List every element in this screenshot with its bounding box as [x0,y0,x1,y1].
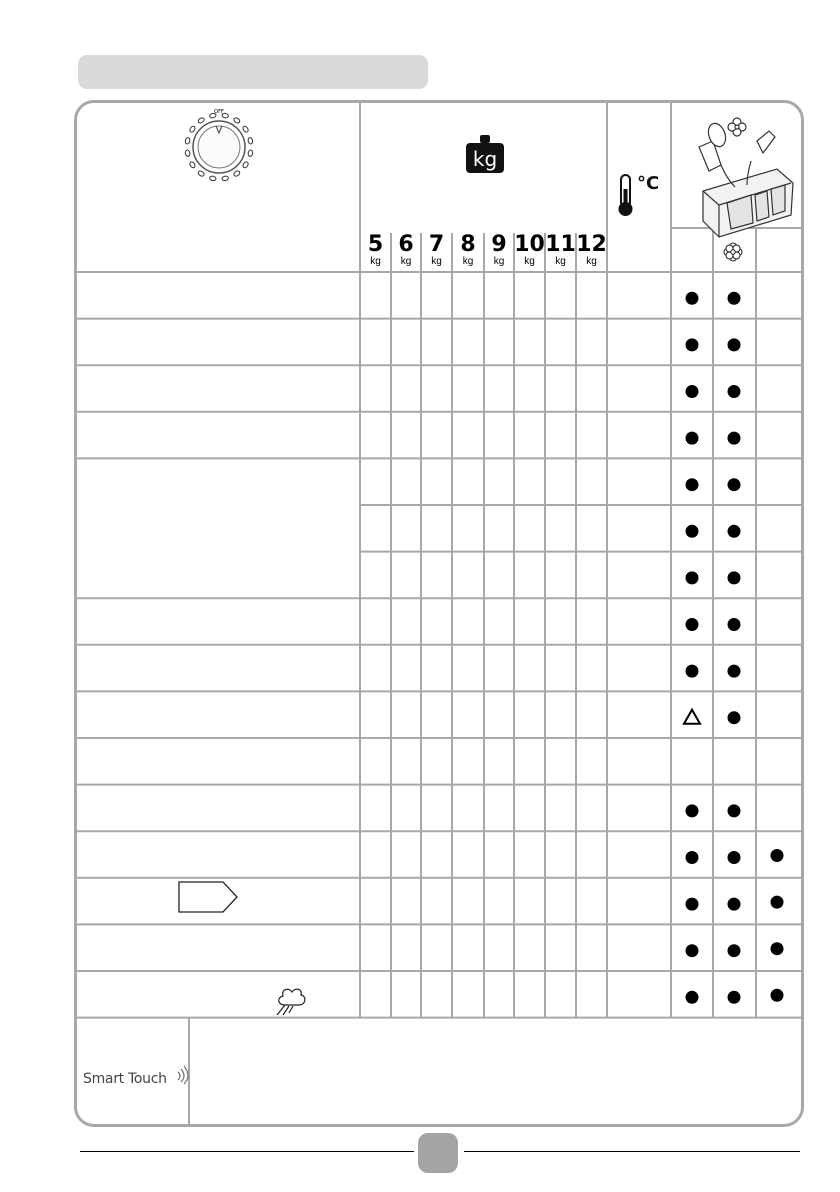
softener-flower-icon [724,243,742,261]
page-number-badge [418,1133,458,1173]
capacity-number: 10 [514,232,545,257]
detergent-dot-mark [771,942,784,955]
capacity-unit: kg [400,256,412,267]
capacity-unit: kg [555,256,566,267]
capacity-number: 8 [460,232,476,257]
detergent-dot-mark [728,665,741,678]
detergent-drawer-icon [699,118,793,237]
detergent-dot-mark [686,571,699,584]
detergent-dot-mark [686,991,699,1004]
detergent-dot-mark [728,432,741,445]
detergent-dot-mark [771,896,784,909]
title-bar [78,55,428,89]
svg-text:kg: kg [472,147,498,171]
footer-rule-right [464,1151,800,1152]
detergent-dot-mark [728,851,741,864]
capacity-number: 9 [491,232,507,257]
detergent-dot-mark [728,478,741,491]
program-dial-icon [185,109,253,181]
smart-touch-logo: Smart Touch [83,1071,167,1087]
capacity-label [484,234,514,267]
detergent-dot-mark [728,385,741,398]
capacity-unit: kg [493,256,505,267]
capacity-number: 5 [367,232,384,257]
capacity-label [514,234,545,267]
detergent-dot-mark [728,338,741,351]
svg-text:°C: °C [637,173,660,194]
detergent-dot-mark [686,292,699,305]
detergent-dot-mark [686,851,699,864]
thermometer-icon [619,173,660,216]
capacity-number: 7 [428,232,445,257]
detergent-dot-mark [686,665,699,678]
smart-touch-waves-icon [178,1066,188,1084]
detergent-dot-mark [728,525,741,538]
detergent-triangle-mark [684,710,700,724]
capacity-label [545,234,576,267]
capacity-label [360,234,391,267]
detergent-dot-mark [771,989,784,1002]
capacity-unit: kg [586,256,597,267]
detergent-dot-mark [686,944,699,957]
detergent-dot-mark [771,849,784,862]
detergent-dot-mark [728,618,741,631]
capacity-unit: kg [524,256,535,267]
detergent-dot-mark [686,525,699,538]
capacity-number: 6 [398,232,414,257]
arrow-tag-icon [179,882,237,912]
capacity-number: 11 [545,232,576,257]
detergent-dot-mark [728,898,741,911]
svg-text:OFF: OFF [214,109,224,115]
detergent-dot-mark [728,292,741,305]
footer-rule-left [80,1151,414,1152]
detergent-dot-mark [728,804,741,817]
weight-icon [466,135,504,173]
steam-icon [277,989,305,1015]
capacity-unit: kg [370,256,381,267]
capacity-unit: kg [431,256,442,267]
detergent-dot-mark [728,571,741,584]
detergent-dot-mark [686,898,699,911]
detergent-dot-mark [728,944,741,957]
detergent-dot-mark [728,711,741,724]
detergent-dot-mark [686,432,699,445]
capacity-label [391,234,421,267]
capacity-unit: kg [462,256,474,267]
capacity-number: 12 [576,232,607,257]
program-table [74,100,804,1127]
capacity-label [452,234,484,267]
detergent-dot-mark [686,478,699,491]
capacity-label [576,234,607,267]
detergent-dot-mark [686,618,699,631]
detergent-dot-mark [686,338,699,351]
detergent-dot-mark [686,804,699,817]
capacity-label [421,234,452,267]
detergent-dot-mark [686,385,699,398]
detergent-dot-mark [728,991,741,1004]
